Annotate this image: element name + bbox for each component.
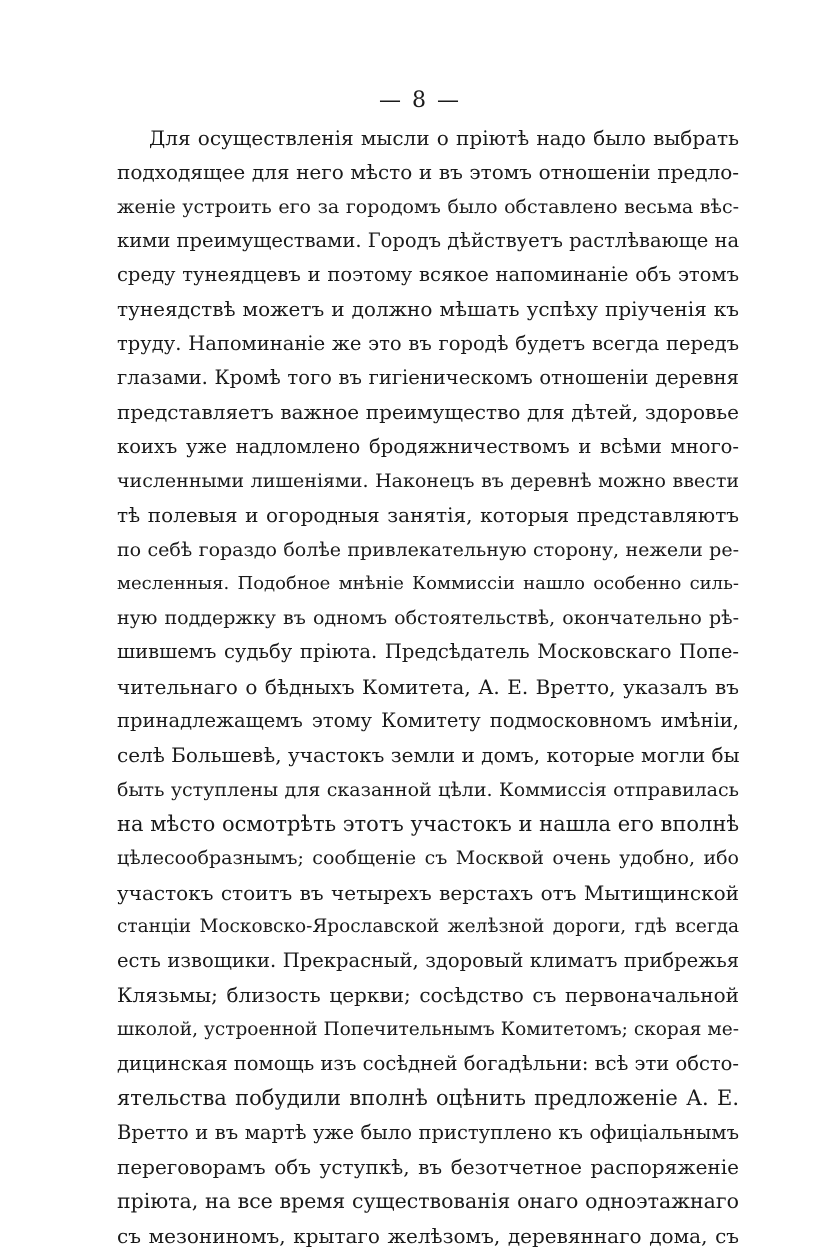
text-line: цѣлесообразнымъ; сообщеніе съ Москвой очень удобно, ибо bbox=[117, 847, 739, 870]
text-line: селѣ Большевѣ, участокъ земли и домъ, которые могли бы bbox=[117, 743, 740, 768]
text-line: тѣ полевыя и огородныя занятія, которыя представляютъ bbox=[117, 503, 739, 528]
text-line: переговорамъ объ уступкѣ, въ безотчетное распоряженіе bbox=[117, 1154, 739, 1179]
text-line: пріюта, на все время существованія онаго одноэтажнаго bbox=[117, 1189, 739, 1214]
text-line: Клязьмы; близость церкви; сосѣдство съ первоначальной bbox=[117, 983, 739, 1008]
text-line: быть уступлены для сказанной цѣли. Коммиссія отправилась bbox=[117, 778, 739, 801]
text-line: участокъ стоитъ въ четырехъ верстахъ отъ Мытищинской bbox=[117, 880, 739, 905]
text-line: численными лишеніями. Наконецъ въ деревнѣ можно ввести bbox=[117, 469, 739, 492]
text-line: подходящее для него мѣсто и въ этомъ отношеніи предло- bbox=[117, 160, 739, 185]
text-line: женіе устроить его за городомъ было обставлено весьма вѣс- bbox=[117, 195, 739, 218]
text-line: кими преимуществами. Городъ дѣйствуетъ растлѣвающе на bbox=[117, 228, 740, 252]
text-line: тунеядствѣ можетъ и должно мѣшать успѣху пріученія къ bbox=[117, 297, 739, 322]
text-line: месленныя. Подобное мнѣніе Коммиссіи нашло особенно силь- bbox=[117, 572, 739, 594]
text-line: ятельства побудили вполнѣ оцѣнить предложеніе А. Е. bbox=[117, 1086, 739, 1111]
text-line: дицинская помощь изъ сосѣдней богадѣльни: всѣ эти обсто- bbox=[117, 1052, 739, 1076]
text-line: шившемъ судьбу пріюта. Предсѣдатель Московскаго Попе- bbox=[117, 640, 739, 664]
text-line: среду тунеядцевъ и поэтому всякое напоминаніе объ этомъ bbox=[117, 263, 739, 287]
text-line: принадлежащемъ этому Комитету подмосковномъ имѣніи, bbox=[117, 709, 739, 733]
page-number: — 8 — bbox=[379, 88, 461, 113]
text-line: ную поддержку въ одномъ обстоятельствѣ, окончательно рѣ- bbox=[117, 607, 739, 630]
text-line: школой, устроенной Попечительнымъ Комитетомъ; скорая ме- bbox=[117, 1018, 739, 1040]
body-paragraph bbox=[117, 121, 739, 1253]
text-line: коихъ уже надломлено бродяжничествомъ и всѣми много- bbox=[117, 434, 739, 458]
text-line: чительнаго о бѣдныхъ Комитета, А. Е. Вретто, указалъ въ bbox=[117, 674, 739, 699]
text-line: Для осуществленія мысли о пріютѣ надо было выбрать bbox=[149, 126, 739, 150]
text-line: Вретто и въ мартѣ уже было приступлено къ офиціальнымъ bbox=[117, 1120, 739, 1144]
text-line: глазами. Кромѣ того въ гигіеническомъ отношеніи деревня bbox=[117, 366, 739, 390]
text-line: съ мезониномъ, крытаго желѣзомъ, деревяннаго дома, съ bbox=[117, 1223, 739, 1248]
text-line: станціи Московско-Ярославской желѣзной дороги, гдѣ всегда bbox=[117, 915, 739, 937]
text-line: есть извощики. Прекрасный, здоровый климатъ прибрежья bbox=[117, 949, 739, 973]
text-line: труду. Напоминаніе же это въ городѣ будетъ всегда передъ bbox=[117, 331, 739, 355]
text-line: представляетъ важное преимущество для дѣтей, здоровье bbox=[117, 400, 739, 425]
text-line: на мѣсто осмотрѣть этотъ участокъ и нашла его вполнѣ bbox=[117, 811, 739, 836]
text-line: по себѣ гораздо болѣе привлекательную сторону, нежели ре- bbox=[117, 538, 739, 561]
